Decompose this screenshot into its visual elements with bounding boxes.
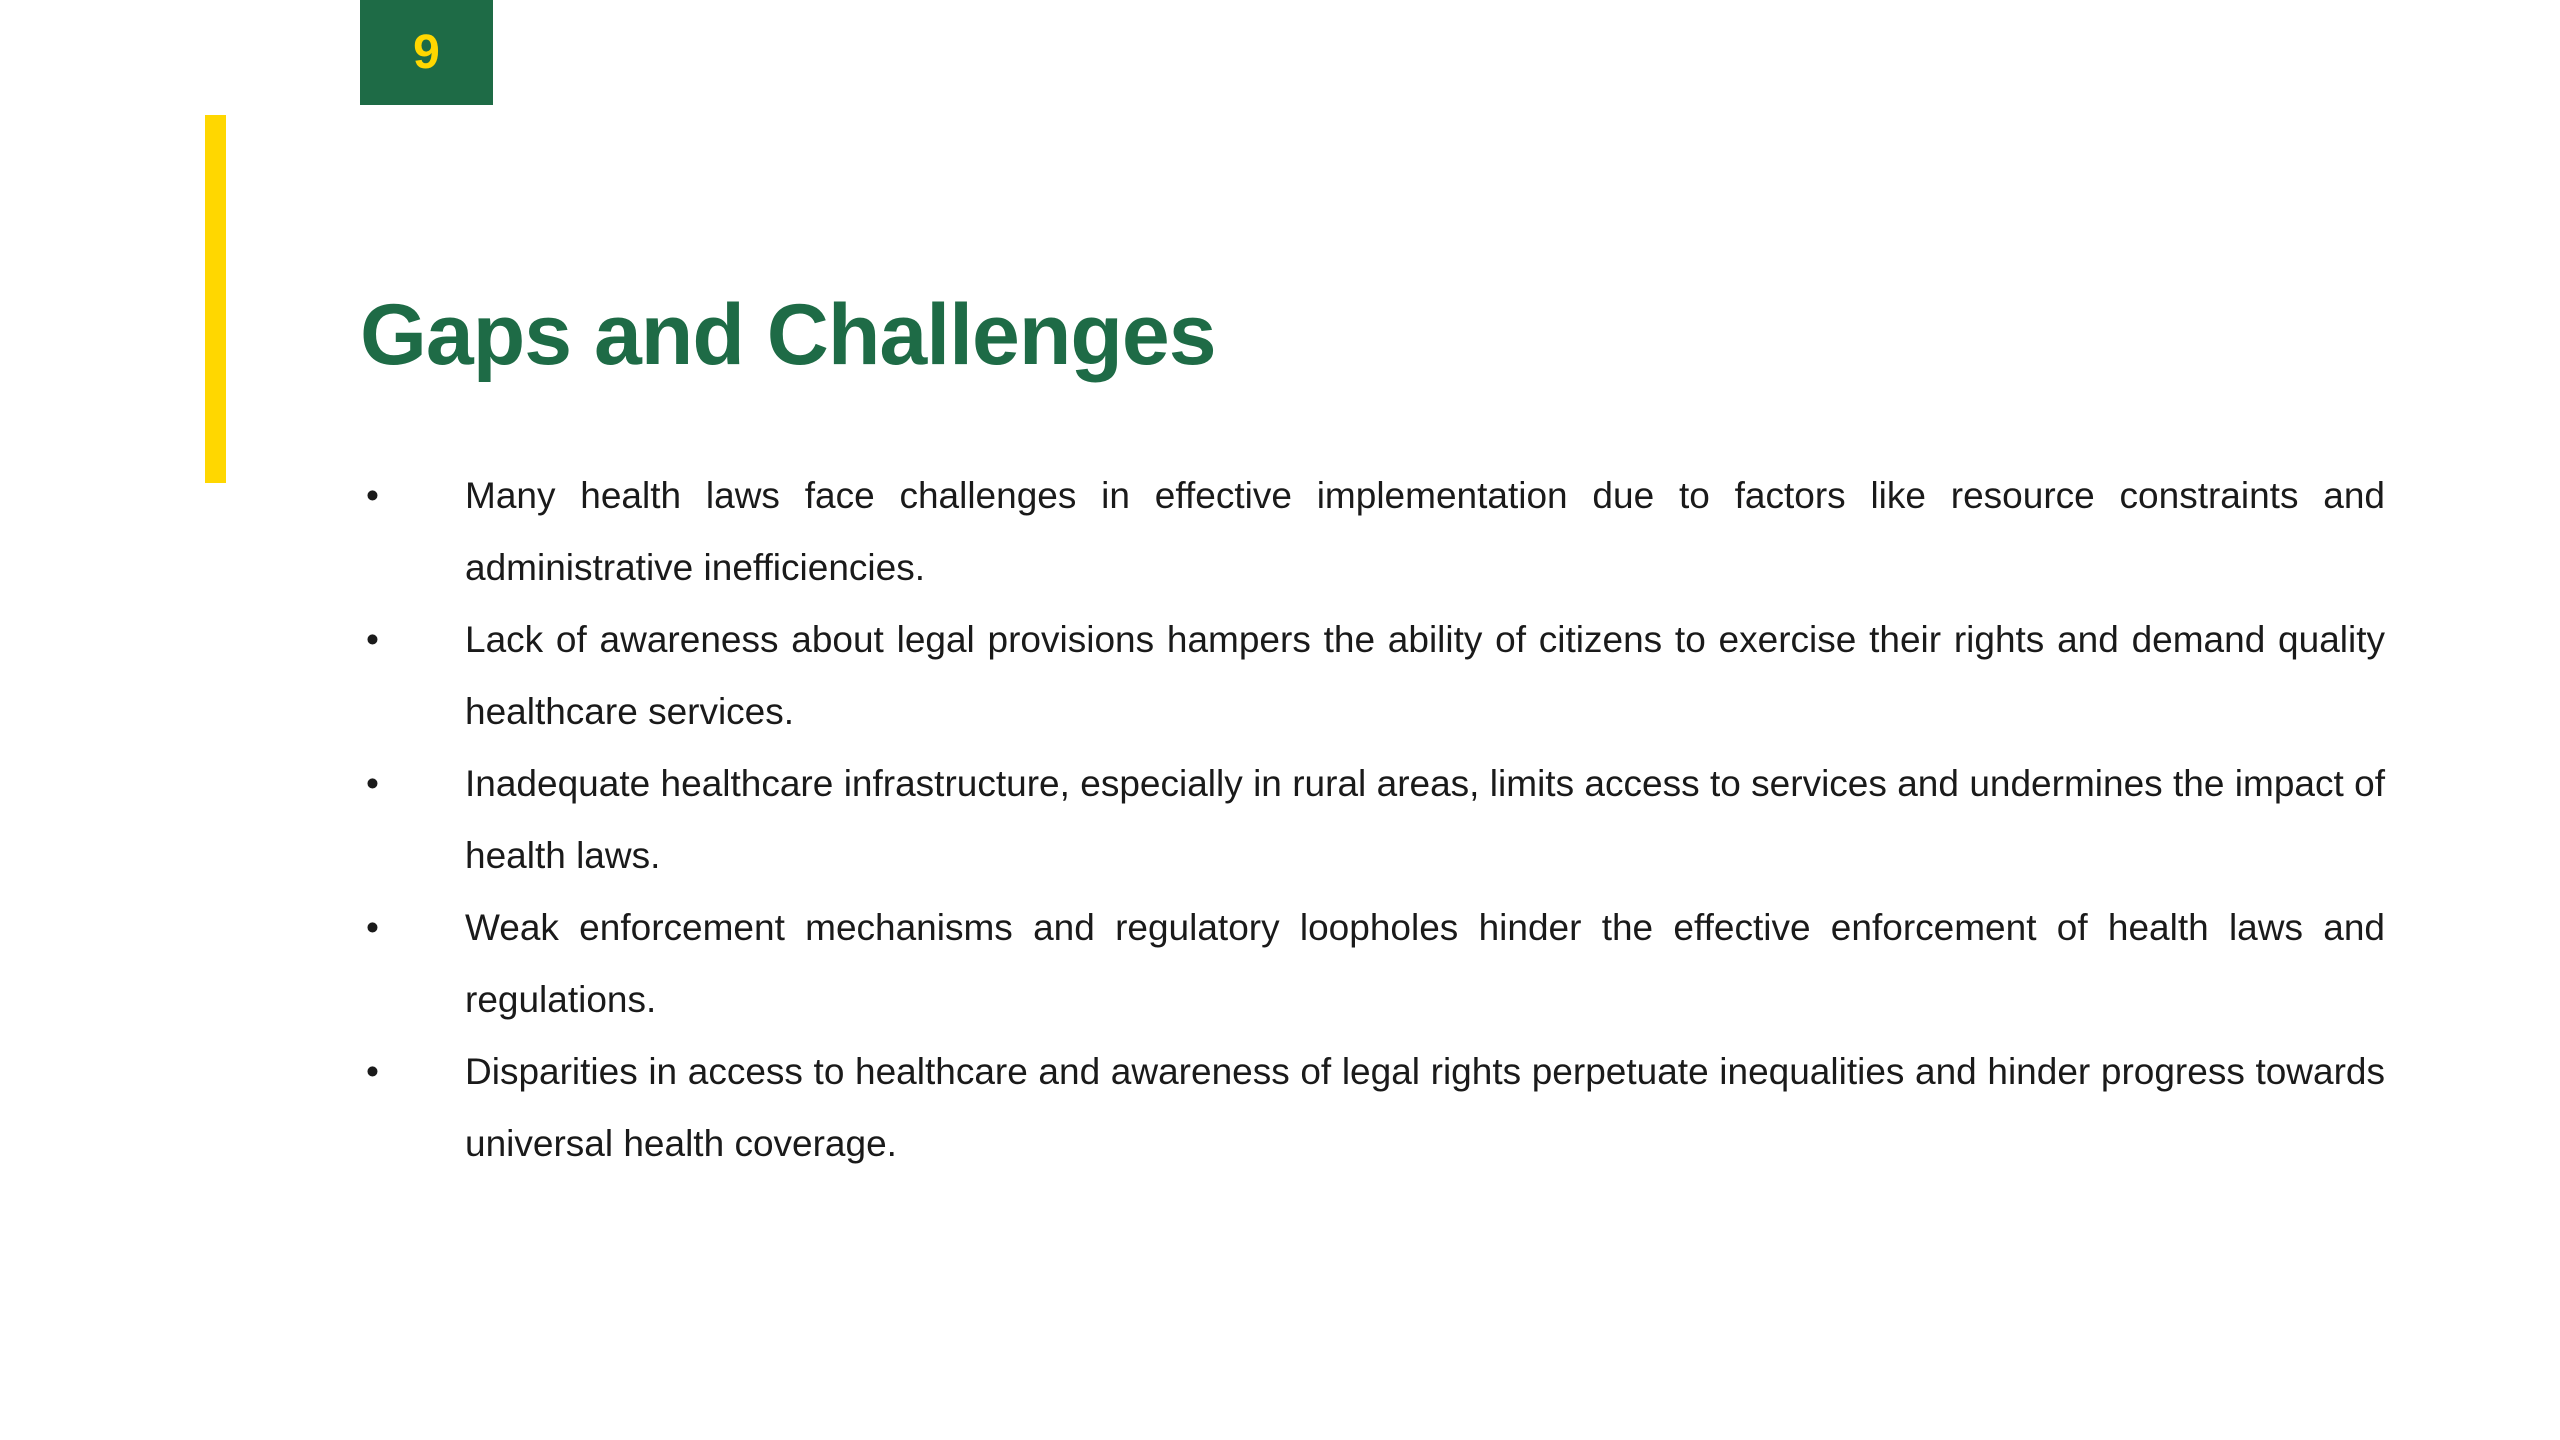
- slide-title: Gaps and Challenges: [360, 287, 1216, 383]
- bullet-text: Lack of awareness about legal provisions hampers the ability of citizens to exercise their rights and demand quality healthcare services.: [465, 619, 2385, 732]
- bullet-item: [360, 604, 2385, 748]
- bullet-list: [360, 460, 2385, 1180]
- bullet-icon: •: [366, 475, 379, 516]
- bullet-item: [360, 892, 2385, 1036]
- bullet-icon: •: [366, 1051, 379, 1092]
- accent-bar: [205, 115, 226, 483]
- bullet-item: [360, 748, 2385, 892]
- bullet-text: Weak enforcement mechanisms and regulatory loopholes hinder the effective enforcement of health laws and regulations.: [465, 907, 2385, 1020]
- page-number-badge: [360, 0, 493, 105]
- bullet-icon: •: [366, 907, 379, 948]
- bullet-text: Disparities in access to healthcare and awareness of legal rights perpetuate inequalities and hinder progress towards universal health coverage.: [465, 1051, 2385, 1164]
- bullet-item: [360, 1036, 2385, 1180]
- bullet-icon: •: [366, 619, 379, 660]
- bullet-icon: •: [366, 763, 379, 804]
- bullet-text: Many health laws face challenges in effective implementation due to factors like resource constraints and administrative inefficiencies.: [465, 475, 2385, 588]
- bullet-item: [360, 460, 2385, 604]
- bullet-text: Inadequate healthcare infrastructure, especially in rural areas, limits access to services and undermines the impact of health laws.: [465, 763, 2385, 876]
- page-number: 9: [413, 25, 440, 79]
